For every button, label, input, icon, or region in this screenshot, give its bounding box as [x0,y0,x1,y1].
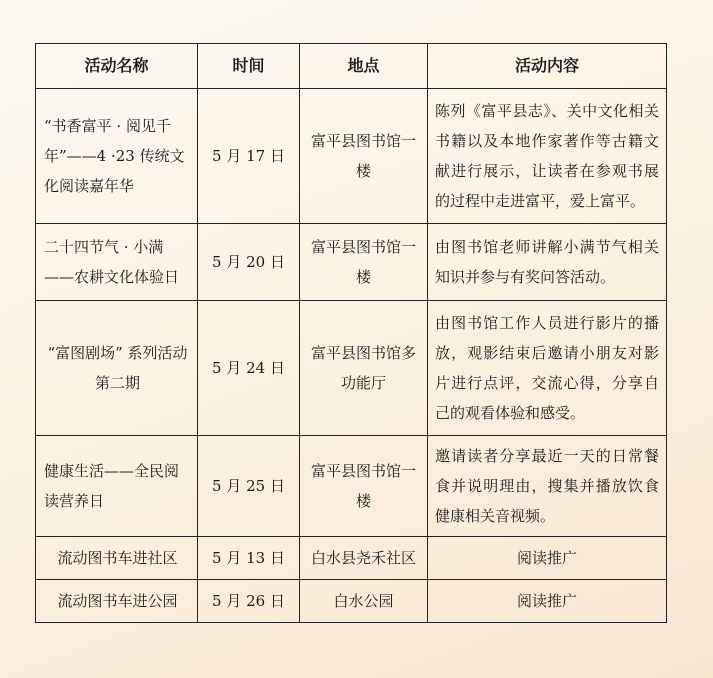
activity-table [35,43,667,623]
activity-name-cell: 流动图书车进社区 [36,537,198,580]
table-row [36,580,667,623]
table-row [36,436,667,537]
content-cell: 由图书馆工作人员进行影片的播放，观影结束后邀请小朋友对影片进行点评，交流心得，分享自己的观看体验和感受。 [428,301,667,436]
location-cell: 白水公园 [300,580,428,623]
time-cell: 5 月 24 日 [198,301,300,436]
location-cell: 富平县图书馆一楼 [300,436,428,537]
header-time: 时间 [198,44,300,89]
activity-name-cell: “富图剧场” 系列活动第二期 [36,301,198,436]
location-cell: 富平县图书馆多功能厅 [300,301,428,436]
content-cell: 由图书馆老师讲解小满节气相关知识并参与有奖问答活动。 [428,224,667,301]
table-row [36,537,667,580]
time-cell: 5 月 20 日 [198,224,300,301]
location-cell: 白水县尧禾社区 [300,537,428,580]
time-cell: 5 月 25 日 [198,436,300,537]
content-cell: 陈列《富平县志》、关中文化相关书籍以及本地作家著作等古籍文献进行展示，让读者在参观书展的过程中走进富平，爱上富平。 [428,89,667,224]
activity-name-cell: “书香富平 · 阅见千年”——4 ·23 传统文化阅读嘉年华 [36,89,198,224]
time-cell: 5 月 26 日 [198,580,300,623]
location-cell: 富平县图书馆一楼 [300,89,428,224]
table-header-row [36,44,667,89]
activity-table-wrapper [35,43,667,623]
table-row [36,301,667,436]
content-cell: 阅读推广 [428,537,667,580]
header-activity-name: 活动名称 [36,44,198,89]
content-cell: 阅读推广 [428,580,667,623]
activity-name-cell: 二十四节气 · 小满——农耕文化体验日 [36,224,198,301]
time-cell: 5 月 13 日 [198,537,300,580]
table-row [36,224,667,301]
activity-name-cell: 健康生活——全民阅读营养日 [36,436,198,537]
table-row [36,89,667,224]
time-cell: 5 月 17 日 [198,89,300,224]
header-content: 活动内容 [428,44,667,89]
header-location: 地点 [300,44,428,89]
content-cell: 邀请读者分享最近一天的日常餐食并说明理由，搜集并播放饮食健康相关音视频。 [428,436,667,537]
activity-name-cell: 流动图书车进公园 [36,580,198,623]
location-cell: 富平县图书馆一楼 [300,224,428,301]
